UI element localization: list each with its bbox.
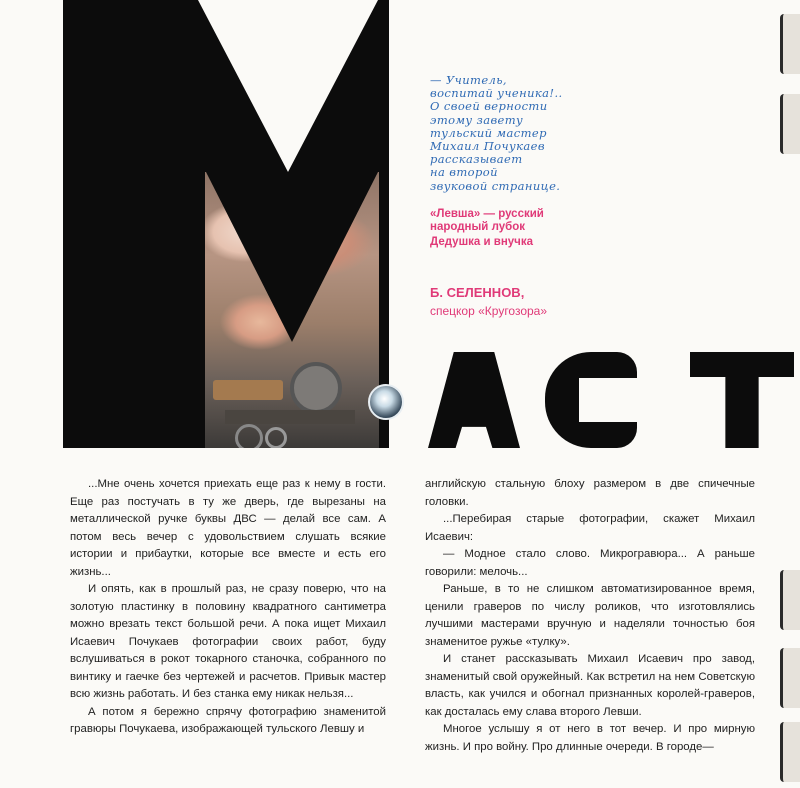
big-letter-a xyxy=(428,352,520,448)
poem-line: тульский мастер xyxy=(430,125,547,140)
paragraph: английскую стальную блоху размером в две спичечные головки. xyxy=(425,478,755,508)
left-column xyxy=(70,476,386,739)
paragraph: ...Перебирая старые фотографии, скажет Михаил Исаевич: xyxy=(425,513,755,543)
poem-line: Михаил Почукаев xyxy=(430,139,545,154)
binding-clip xyxy=(780,94,800,154)
big-letter-t xyxy=(690,352,794,448)
photo-ring-small xyxy=(265,427,287,448)
m-top-notch xyxy=(198,0,378,172)
big-letter-s xyxy=(545,352,637,448)
photo-wheel xyxy=(290,362,342,414)
poem-line: — Учитель, xyxy=(430,73,507,87)
poem-line: звуковой странице. xyxy=(430,178,561,193)
photo-bench xyxy=(225,410,355,424)
paragraph: Раньше, в то не слишком автоматизированное время, ценили граверов по числу роликов, что изготовлялись лучшими мастерами вручную и наделяли точностью боя знаменитое ружье «тулку». xyxy=(425,583,755,648)
intro-poem xyxy=(430,74,580,193)
paragraph: Многое услышу я от него в тот вечер. И про мирную жизнь. И про войну. Про длинные очереди. В городе— xyxy=(425,723,755,753)
paragraph: И станет рассказывать Михаил Исаевич про завод, знаменитый свой оружейный. Как встретил на нем Советскую власть, как учился и обогнал признанных королей-граверов, как досталась ему слава второго Левши. xyxy=(425,653,755,718)
paragraph: И опять, как в прошлый раз, не сразу поверю, что на золотую пластинку в половину квадратного сантиметра можно врезать текст большой речи. А пока ищет Михаил Исаевич Почукаев фотографии своих работ, буду вслушиваться в рокот токарного станочка, собранного по винтику и гаечке без чертежей и расчетов. Привык мастер всю жизнь работать. И без станка ему никак нельзя... xyxy=(70,583,386,700)
poem-line: на второй xyxy=(430,165,498,180)
photo-ring xyxy=(235,424,263,448)
track-dedushka: Дедушка и внучка xyxy=(430,236,534,248)
binding-clip xyxy=(780,14,800,74)
poem-line: рассказывает xyxy=(430,152,523,167)
right-column xyxy=(425,476,755,756)
author-name: Б. СЕЛЕННОВ, xyxy=(430,285,525,300)
sound-disc-icon xyxy=(368,384,404,420)
paragraph: ...Мне очень хочется приехать еще раз к нему в гости. Еще раз постучать в ту же дверь, где вырезаны на металлической ручке буквы ДВС — делай все сам. А потом весь вечер с удовольствием слушать всякие истории и прибаутки, которые все вместе и есть его жизнь... xyxy=(70,478,386,578)
paragraph: — Модное стало слово. Микрогравюра... А раньше говорили: мелочь... xyxy=(425,548,755,578)
author-role: спецкор «Кругозора» xyxy=(430,304,548,318)
poem-line: воспитай ученика!.. xyxy=(430,86,563,101)
poem-line: О своей верности xyxy=(430,99,548,114)
track-lubok: «Левша» — русский народный лубок xyxy=(430,208,544,233)
paragraph: А потом я бережно спрячу фотографию знаменитой гравюры Почукаева, изображающей тульского Левшу и xyxy=(70,705,386,735)
binding-clip xyxy=(780,648,800,708)
photo-tool xyxy=(213,380,283,400)
binding-clip xyxy=(780,722,800,782)
big-letter-m-photo xyxy=(63,0,389,448)
poem-line: этому завету xyxy=(430,112,524,127)
binding-clip xyxy=(780,570,800,630)
